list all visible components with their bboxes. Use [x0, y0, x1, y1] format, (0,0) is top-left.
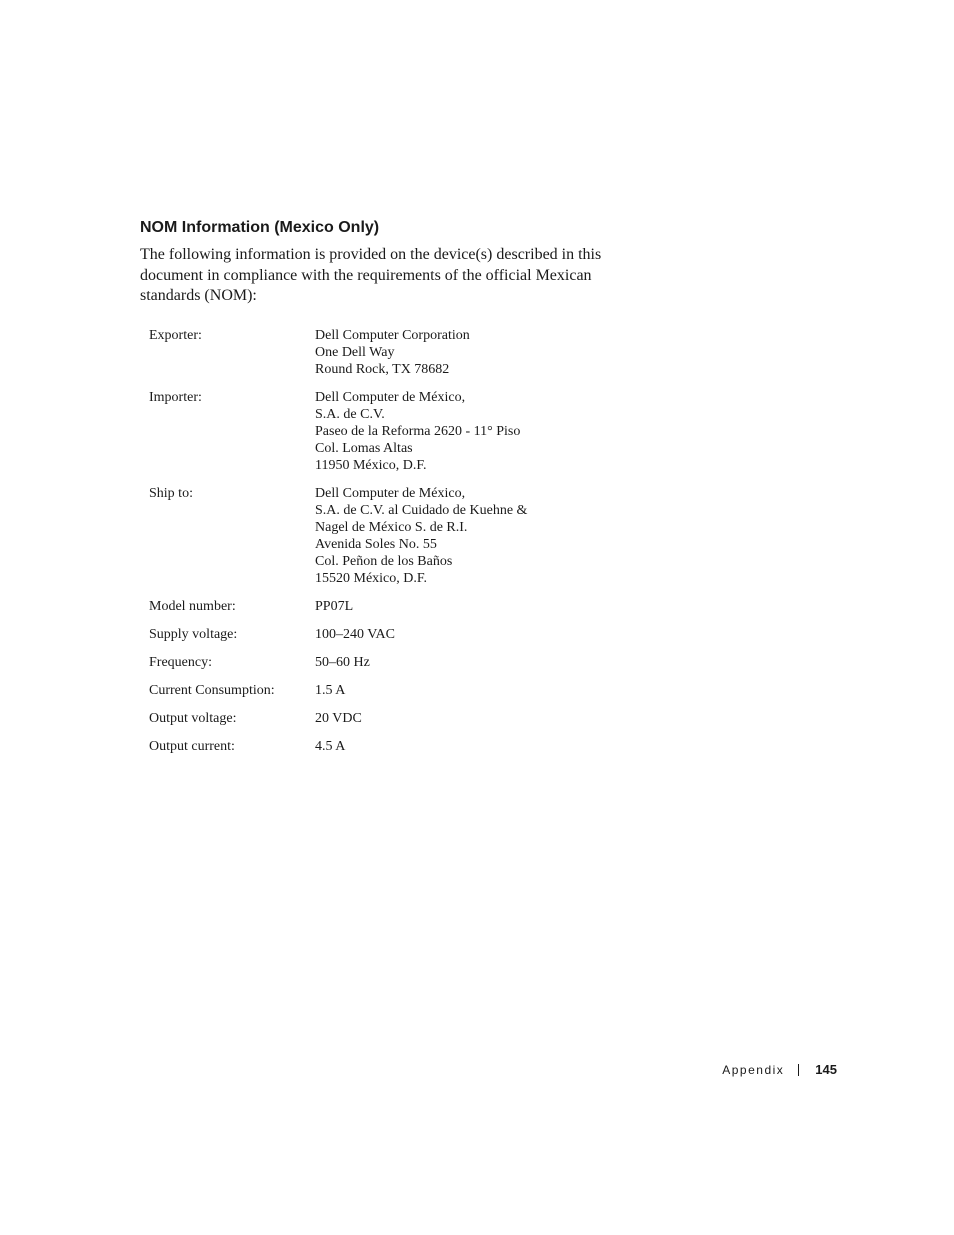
- value-line: 50–60 Hz: [315, 655, 370, 670]
- info-row-exporter: [149, 327, 609, 378]
- value-line: Col. Lomas Altas: [315, 441, 413, 456]
- row-label: Frequency:: [149, 655, 212, 670]
- page-footer: [722, 1062, 837, 1077]
- row-value: [315, 738, 609, 755]
- page-number: 145: [815, 1062, 837, 1077]
- row-label: Output current:: [149, 739, 235, 754]
- value-line: 15520 México, D.F.: [315, 571, 428, 586]
- row-value: [315, 598, 609, 615]
- value-line: Avenida Soles No. 55: [315, 537, 437, 552]
- value-line: Round Rock, TX 78682: [315, 362, 450, 377]
- info-row-output-current: [149, 738, 609, 755]
- value-line: S.A. de C.V. al Cuidado de Kuehne &: [315, 503, 528, 518]
- value-line: PP07L: [315, 599, 354, 614]
- row-label: Exporter:: [149, 328, 202, 343]
- value-line: Dell Computer Corporation: [315, 328, 470, 343]
- row-label: Current Consumption:: [149, 683, 275, 698]
- info-row-frequency: [149, 654, 609, 671]
- value-line: One Dell Way: [315, 345, 395, 360]
- value-line: Dell Computer de México,: [315, 486, 466, 501]
- nom-info-table: [149, 327, 609, 766]
- info-row-output-voltage: [149, 710, 609, 727]
- row-value: [315, 327, 609, 378]
- row-value: [315, 654, 609, 671]
- row-value: [315, 682, 609, 699]
- value-line: 100–240 VAC: [315, 627, 396, 642]
- row-label: Output voltage:: [149, 711, 237, 726]
- value-line: Nagel de México S. de R.I.: [315, 520, 468, 535]
- info-row-supply-voltage: [149, 626, 609, 643]
- value-line: 1.5 A: [315, 683, 346, 698]
- info-row-current-consumption: [149, 682, 609, 699]
- row-value: [315, 485, 609, 587]
- value-line: 11950 México, D.F.: [315, 458, 427, 473]
- row-label: Importer:: [149, 390, 202, 405]
- row-value: [315, 626, 609, 643]
- row-label: Supply voltage:: [149, 627, 238, 642]
- row-value: [315, 710, 609, 727]
- footer-section-name: Appendix: [722, 1062, 785, 1077]
- info-row-model-number: [149, 598, 609, 615]
- value-line: Paseo de la Reforma 2620 - 11° Piso: [315, 424, 521, 439]
- intro-paragraph: The following information is provided on the device(s) described in this document in compliance with the requirements of the official Mexican standards (NOM):: [140, 246, 602, 304]
- row-label: Ship to:: [149, 486, 193, 501]
- row-label: Model number:: [149, 599, 236, 614]
- value-line: Col. Peñon de los Baños: [315, 554, 453, 569]
- info-row-ship-to: [149, 485, 609, 587]
- row-value: [315, 389, 609, 474]
- info-row-importer: [149, 389, 609, 474]
- section-heading: NOM Information (Mexico Only): [140, 219, 380, 236]
- value-line: S.A. de C.V.: [315, 407, 385, 422]
- footer-separator: [798, 1064, 799, 1076]
- value-line: 20 VDC: [315, 711, 362, 726]
- value-line: 4.5 A: [315, 739, 346, 754]
- value-line: Dell Computer de México,: [315, 390, 466, 405]
